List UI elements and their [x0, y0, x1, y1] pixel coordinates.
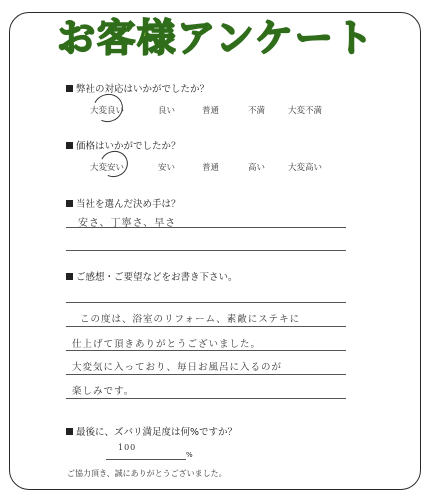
percent-unit: % [186, 451, 193, 459]
question-2 [66, 138, 181, 152]
answer-line [66, 250, 346, 251]
bullet-square-icon [66, 142, 73, 149]
answer-line [66, 398, 346, 399]
question-5 [66, 424, 237, 438]
option-2-4[interactable]: 高い [248, 163, 266, 173]
answer-4-line-1[interactable]: この度は、浴室のリフォーム、素敵にステキに [80, 314, 301, 325]
answer-4-line-2[interactable]: 仕上げて頂きありがとうございました。 [72, 339, 262, 350]
option-1-5[interactable]: 大変不満 [288, 106, 323, 116]
answer-line [66, 350, 346, 351]
option-1-4[interactable]: 不満 [248, 106, 266, 116]
bullet-square-icon [66, 200, 73, 207]
page-title: お客様アンケート [57, 16, 375, 60]
satisfaction-value[interactable]: 100 [118, 443, 137, 452]
option-1-2[interactable]: 良い [158, 106, 176, 116]
answer-line [66, 227, 346, 228]
question-4 [66, 269, 238, 283]
footer-thanks: ご協力頂き、誠にありがとうございました。 [67, 469, 227, 478]
bullet-square-icon [66, 428, 73, 435]
question-5-text: 最後に、ズバリ満足度は何%ですか？ [76, 427, 238, 438]
option-2-3[interactable]: 普通 [202, 163, 220, 173]
answer-line [106, 459, 186, 460]
option-1-1[interactable]: 大変良い [90, 106, 125, 116]
question-2-text: 価格はいかがでしたか？ [76, 141, 181, 152]
answer-line [66, 302, 346, 303]
option-2-1[interactable]: 大変安い [90, 163, 125, 173]
option-1-3[interactable]: 普通 [202, 106, 220, 116]
option-2-5[interactable]: 大変高い [288, 163, 323, 173]
bullet-square-icon [66, 85, 73, 92]
question-3-text: 当社を選んだ決め手は？ [76, 199, 181, 210]
option-2-2[interactable]: 安い [158, 163, 176, 173]
answer-line [66, 326, 346, 327]
question-4-text: ご感想・ご要望などをお書き下さい。 [76, 272, 238, 283]
question-1-text: 弊社の対応はいかがでしたか？ [76, 84, 210, 95]
answer-line [66, 374, 346, 375]
question-3 [66, 196, 181, 210]
answer-3[interactable]: 安さ、丁寧さ、早さ [78, 218, 177, 229]
bullet-square-icon [66, 273, 73, 280]
question-1 [66, 81, 209, 95]
answer-4-line-3[interactable]: 大変気に入っており、毎日お風呂に入るのが [72, 362, 283, 373]
answer-4-line-4[interactable]: 楽しみです。 [72, 386, 135, 397]
